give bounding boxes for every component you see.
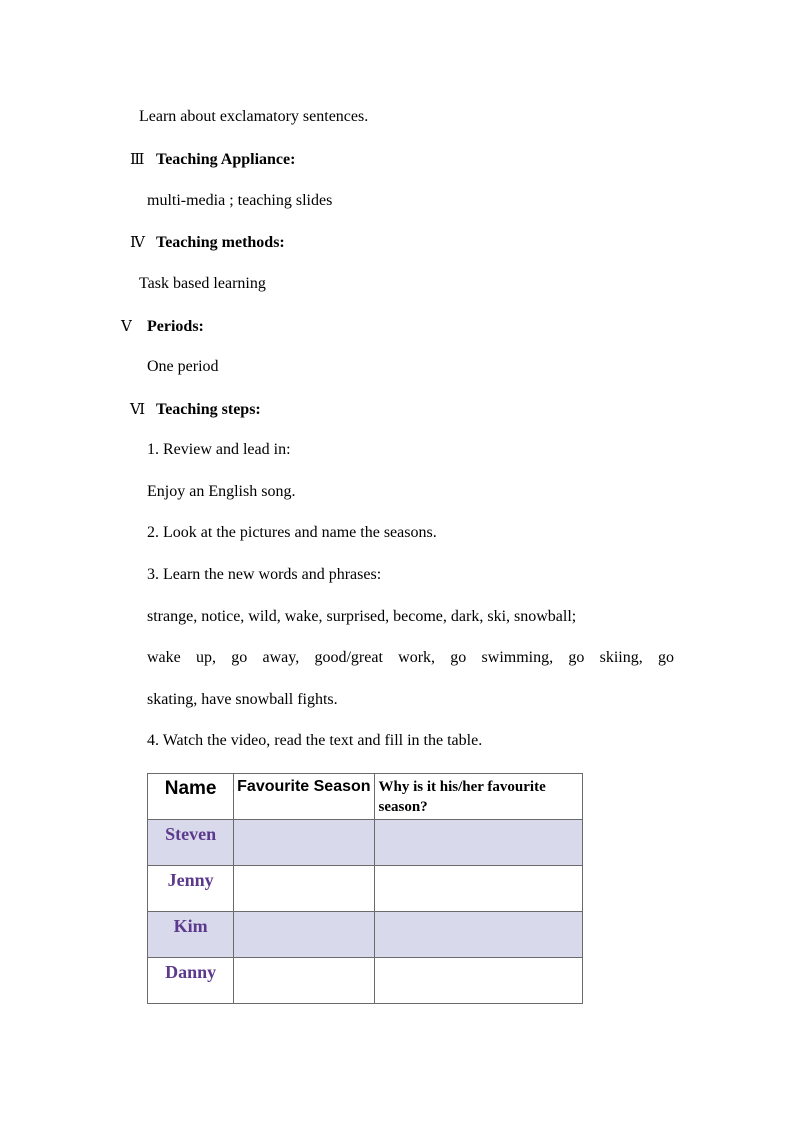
- header-name: Name: [148, 774, 234, 820]
- step-video: 4. Watch the video, read the text and fill in the table.: [147, 732, 483, 749]
- step-new-words: 3. Learn the new words and phrases:: [147, 566, 382, 583]
- header-why: Why is it his/her favourite season?: [374, 774, 583, 820]
- phrases-line-1: [147, 648, 674, 668]
- phrase-word: up,: [196, 649, 217, 666]
- section-appliance-heading: [130, 149, 295, 170]
- step-review: 1. Review and lead in:: [147, 441, 291, 458]
- phrase-word: go: [568, 649, 585, 666]
- section-numeral: Ⅳ: [130, 233, 145, 251]
- season-cell[interactable]: [234, 866, 374, 912]
- section-title: Periods:: [147, 318, 204, 335]
- phrase-word: away,: [262, 649, 300, 666]
- section-numeral: Ⅴ: [121, 317, 132, 335]
- table-row: [148, 820, 583, 866]
- appliance-text: multi-media ; teaching slides: [147, 192, 333, 209]
- phrase-word: go: [450, 649, 467, 666]
- reason-cell[interactable]: [374, 866, 583, 912]
- reason-cell[interactable]: [374, 912, 583, 958]
- section-methods-heading: [130, 232, 285, 253]
- phrase-word: good/great: [314, 649, 383, 666]
- table-header-row: [148, 774, 583, 820]
- section-title: Teaching steps:: [156, 401, 261, 418]
- section-numeral: Ⅲ: [130, 150, 145, 168]
- season-cell[interactable]: [234, 820, 374, 866]
- step-song: Enjoy an English song.: [147, 483, 296, 500]
- table-row: [148, 912, 583, 958]
- student-name: Danny: [148, 958, 234, 1004]
- phrase-word: work,: [398, 649, 436, 666]
- table-row: [148, 958, 583, 1004]
- section-periods-heading: [121, 316, 204, 337]
- section-steps-heading: [130, 399, 261, 420]
- season-cell[interactable]: [234, 958, 374, 1004]
- periods-text: One period: [147, 358, 219, 375]
- reason-cell[interactable]: [374, 958, 583, 1004]
- phrase-word: go: [231, 649, 248, 666]
- phrase-word: skiing,: [599, 649, 643, 666]
- methods-text: Task based learning: [139, 275, 266, 292]
- student-name: Kim: [148, 912, 234, 958]
- section-numeral: Ⅵ: [130, 400, 146, 418]
- vocabulary-words: strange, notice, wild, wake, surprised, become, dark, ski, snowball;: [147, 608, 577, 625]
- table-row: [148, 866, 583, 912]
- reason-cell[interactable]: [374, 820, 583, 866]
- season-cell[interactable]: [234, 912, 374, 958]
- objective-exclamatory: Learn about exclamatory sentences.: [139, 108, 369, 125]
- step-pictures: 2. Look at the pictures and name the seasons.: [147, 524, 437, 541]
- phrase-word: swimming,: [481, 649, 554, 666]
- student-name: Steven: [148, 820, 234, 866]
- section-title: Teaching methods:: [156, 234, 285, 251]
- section-title: Teaching Appliance:: [156, 151, 296, 168]
- header-favourite-season: Favourite Season: [234, 774, 374, 820]
- phrase-word: go: [657, 649, 674, 666]
- student-name: Jenny: [148, 866, 234, 912]
- phrases-line-2: skating, have snowball fights.: [147, 691, 338, 708]
- favourite-season-table: [147, 773, 583, 1004]
- phrase-word: wake: [147, 649, 181, 666]
